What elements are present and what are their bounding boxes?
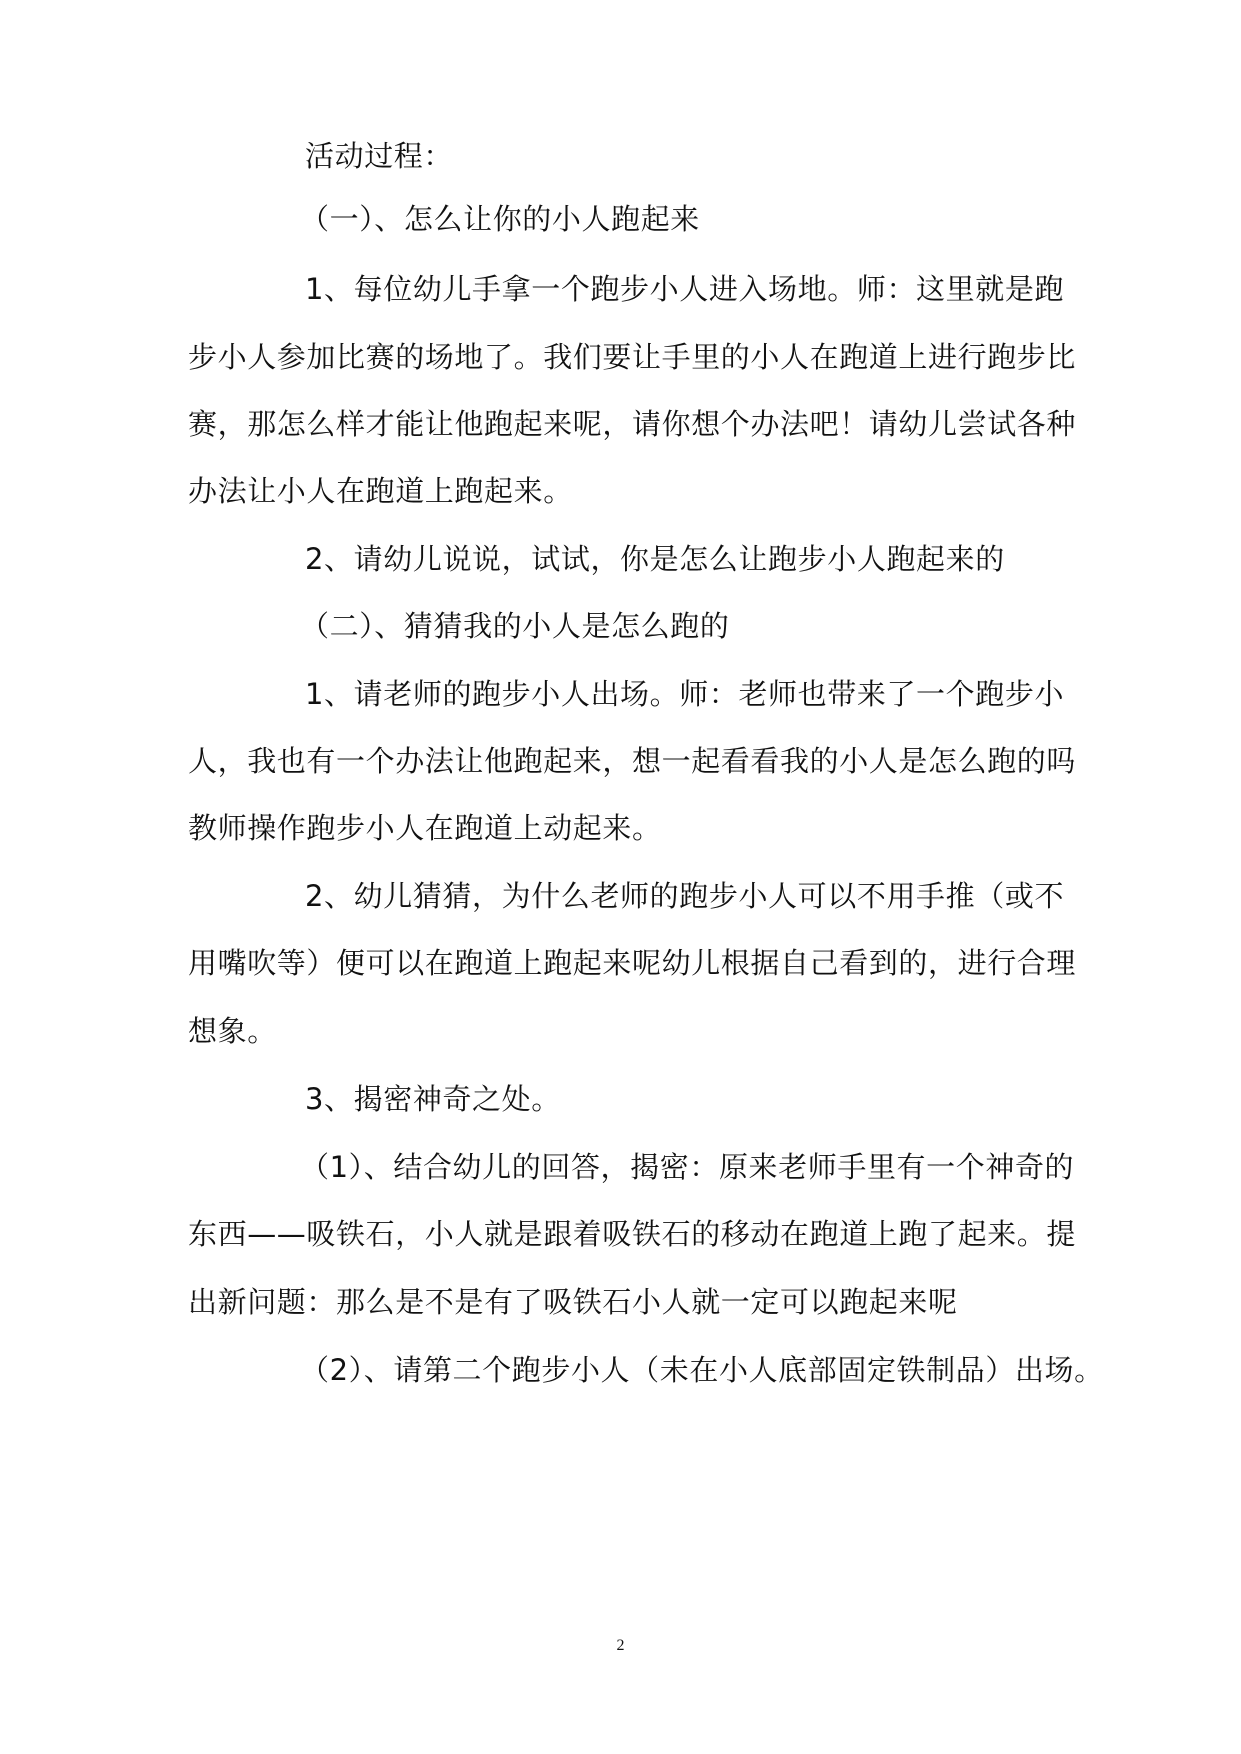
text-line-16: （1）、结合幼儿的回答，揭密：原来老师手里有一个神奇的	[300, 1150, 1075, 1184]
text-line-13: 用嘴吹等）便可以在跑道上跑起来呢幼儿根据自己看到的，进行合理	[188, 946, 1077, 980]
text-line-9: 1、请老师的跑步小人出场。师：老师也带来了一个跑步小	[305, 677, 1065, 711]
text-line-10: 人，我也有一个办法让他跑起来，想一起看看我的小人是怎么跑的吗	[188, 744, 1077, 778]
text-line-7: 2、请幼儿说说，试试，你是怎么让跑步小人跑起来的	[305, 542, 1005, 576]
text-line-4: 步小人参加比赛的场地了。我们要让手里的小人在跑道上进行跑步比	[188, 340, 1077, 374]
text-line-14: 想象。	[188, 1014, 277, 1048]
text-line-2: （一）、怎么让你的小人跑起来	[300, 202, 700, 236]
page-number: 2	[616, 1637, 625, 1654]
text-line-5: 赛，那怎么样才能让他跑起来呢，请你想个办法吧！请幼儿尝试各种	[188, 407, 1077, 441]
text-line-17: 东西——吸铁石，小人就是跟着吸铁石的移动在跑道上跑了起来。提	[188, 1217, 1077, 1251]
text-line-19: （2）、请第二个跑步小人（未在小人底部固定铁制品）出场。	[300, 1353, 1104, 1387]
text-line-1: 活动过程：	[305, 139, 454, 173]
text-line-18: 出新问题：那么是不是有了吸铁石小人就一定可以跑起来呢	[188, 1285, 958, 1319]
text-line-11: 教师操作跑步小人在跑道上动起来。	[188, 811, 662, 845]
text-line-3: 1、每位幼儿手拿一个跑步小人进入场地。师：这里就是跑	[305, 272, 1065, 306]
text-line-12: 2、幼儿猜猜，为什么老师的跑步小人可以不用手推（或不	[305, 879, 1065, 913]
text-line-6: 办法让小人在跑道上跑起来。	[188, 474, 573, 508]
text-line-15: 3、揭密神奇之处。	[305, 1082, 561, 1116]
text-line-8: （二）、猜猜我的小人是怎么跑的	[300, 609, 730, 643]
